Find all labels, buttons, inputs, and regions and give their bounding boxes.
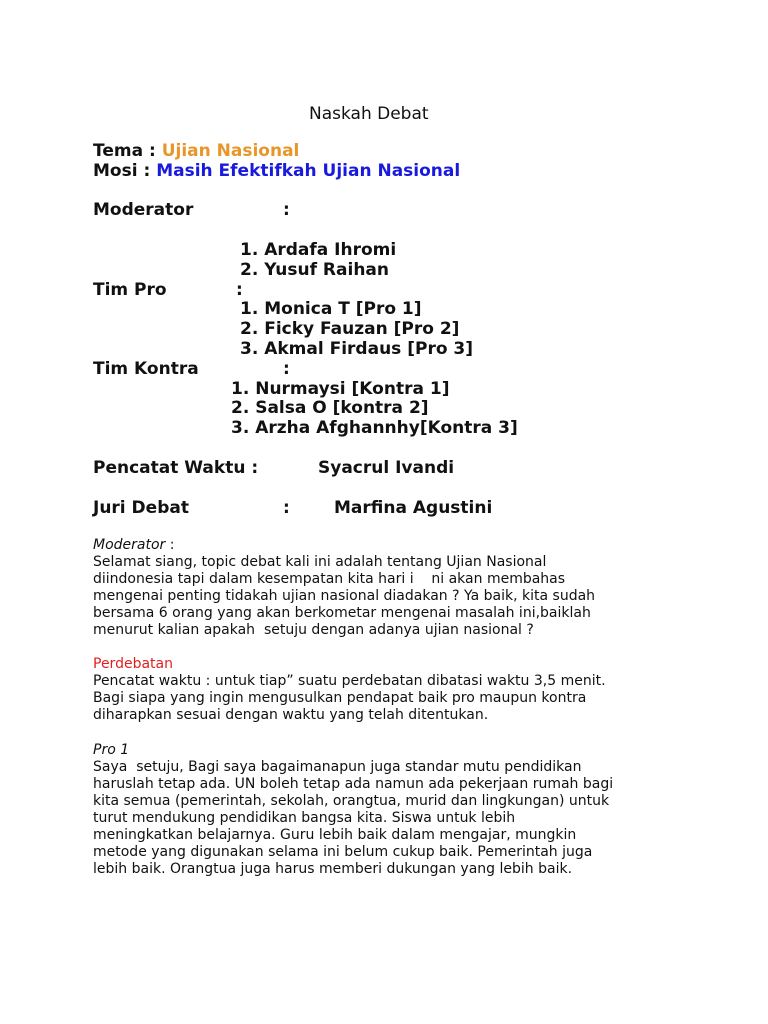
- juri-colon: :: [283, 498, 290, 518]
- section-pro-1: [93, 742, 713, 878]
- tema-value: Ujian Nasional: [161, 141, 300, 161]
- tim-kontra-member-1: 1. Nurmaysi [Kontra 1]: [231, 379, 450, 399]
- section-line: mengenai penting tidakah ujian nasional diadakan ? Ya baik, kita sudah: [93, 588, 596, 604]
- section-moderator: [93, 537, 713, 639]
- section-line: lebih baik. Orangtua juga harus memberi dukungan yang lebih baik.: [93, 861, 573, 877]
- moderator-member-1: 1. Ardafa Ihromi: [240, 240, 397, 260]
- section-line: menurut kalian apakah setuju dengan adanya ujian nasional ?: [93, 622, 534, 638]
- section-line: Saya setuju, Bagi saya bagaimanapun juga standar mutu pendidikan: [93, 759, 582, 775]
- tim-pro-member-3: 3. Akmal Firdaus [Pro 3]: [240, 339, 474, 359]
- page-title: Naskah Debat: [309, 104, 429, 124]
- section-heading-perdebatan: Perdebatan: [93, 656, 173, 672]
- section-heading-pro-1: Pro 1: [93, 742, 130, 758]
- section-line: Pencatat waktu : untuk tiap” suatu perdebatan dibatasi waktu 3,5 menit.: [93, 673, 606, 689]
- pencatat-label: Pencatat Waktu :: [93, 458, 259, 478]
- moderator-member-2: 2. Yusuf Raihan: [240, 260, 389, 280]
- tim-kontra-label: Tim Kontra: [93, 359, 199, 379]
- juri-value: Marfina Agustini: [334, 498, 493, 518]
- tim-pro-colon: :: [236, 280, 243, 300]
- section-line: kita semua (pemerintah, sekolah, orangtua, murid dan lingkungan) untuk: [93, 793, 610, 809]
- mosi-line: [93, 161, 460, 181]
- section-heading-moderator: Moderator :: [93, 537, 175, 553]
- moderator-colon: :: [283, 200, 290, 220]
- section-line: turut mendukung pendidikan bangsa kita. Siswa untuk lebih: [93, 810, 516, 826]
- section-line: Selamat siang, topic debat kali ini adalah tentang Ujian Nasional: [93, 554, 547, 570]
- tema-label: Tema :: [93, 141, 156, 161]
- section-line: haruslah tetap ada. UN boleh tetap ada namun ada pekerjaan rumah bagi: [93, 776, 614, 792]
- section-line: Bagi siapa yang ingin mengusulkan pendapat baik pro maupun kontra: [93, 690, 587, 706]
- tema-line: [93, 141, 299, 161]
- tim-pro-label: Tim Pro: [93, 280, 167, 300]
- pencatat-value: Syacrul Ivandi: [318, 458, 455, 478]
- section-line: diindonesia tapi dalam kesempatan kita hari i ni akan membahas: [93, 571, 566, 587]
- section-line: meningkatkan belajarnya. Guru lebih baik dalam mengajar, mungkin: [93, 827, 577, 843]
- tim-pro-member-2: 2. Ficky Fauzan [Pro 2]: [240, 319, 460, 339]
- tim-kontra-colon: :: [283, 359, 290, 379]
- section-line: metode yang digunakan selama ini belum cukup baik. Pemerintah juga: [93, 844, 593, 860]
- juri-label: Juri Debat: [93, 498, 189, 518]
- mosi-value: Masih Efektifkah Ujian Nasional: [156, 161, 461, 181]
- section-line: bersama 6 orang yang akan berkometar mengenai masalah ini,baiklah: [93, 605, 591, 621]
- tim-pro-member-1: 1. Monica T [Pro 1]: [240, 299, 422, 319]
- tim-kontra-member-3: 3. Arzha Afghannhy[Kontra 3]: [231, 418, 518, 438]
- section-line: diharapkan sesuai dengan waktu yang telah ditentukan.: [93, 707, 489, 723]
- mosi-label: Mosi :: [93, 161, 151, 181]
- moderator-label: Moderator: [93, 200, 194, 220]
- section-perdebatan: [93, 656, 713, 724]
- tim-kontra-member-2: 2. Salsa O [kontra 2]: [231, 398, 429, 418]
